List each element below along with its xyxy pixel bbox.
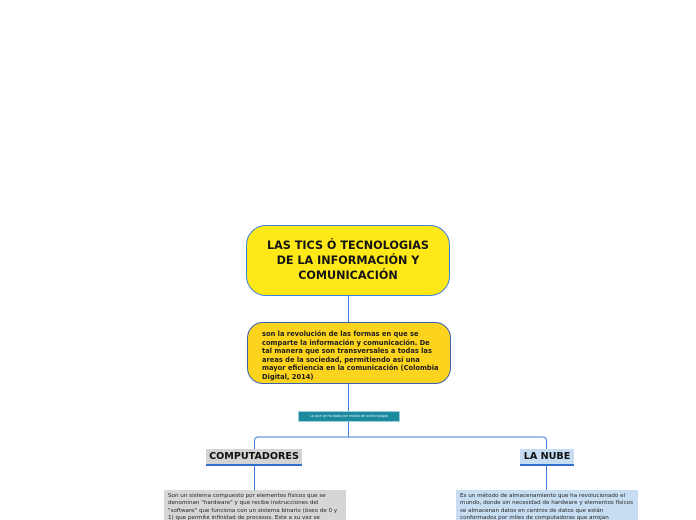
relationship-label[interactable]	[298, 411, 400, 422]
note-computadores[interactable]	[164, 490, 346, 520]
relationship-label-text: Lo que se ha dado por medio de la tecnologia	[310, 414, 388, 418]
definition-node[interactable]	[247, 322, 451, 384]
subtopic-computadores-title: COMPUTADORES	[209, 451, 299, 462]
subtopic-la-nube-title: LA NUBE	[523, 451, 571, 462]
note-computadores-text: Son un sistema compuesto por elementos físicos que se denominan "hardware" y que recibe instrucciones del "software" que funciona con un sistema binario (óseo de 0 y 1) que permite infinidad de procesos. Este a su vez se	[168, 493, 338, 520]
note-la-nube-text: Es un método de almacenamiento que ha revolucionado el mundo, donde sin necesidad de hardware y elementos físicos se almacenan datos en centros de datos que están conformados por miles de computadoras que arrojan	[460, 493, 633, 520]
link-branch-bar	[255, 437, 547, 449]
central-topic-text: LAS TICS Ó TECNOLOGIAS DE LA INFORMACIÓN Y COMUNICACIÓN	[267, 239, 429, 282]
central-topic[interactable]	[246, 225, 450, 296]
definition-text: son la revolución de las formas en que se comparte la información y comunicación. De tal manera que son transversales a todas las areas de la sociedad, permitiendo así una mayor eficiencia en la comunicación (Colombia Digital, 2014)	[262, 330, 439, 381]
subtopic-la-nube[interactable]	[520, 449, 574, 466]
subtopic-computadores[interactable]	[206, 449, 302, 466]
note-la-nube[interactable]	[456, 490, 638, 520]
